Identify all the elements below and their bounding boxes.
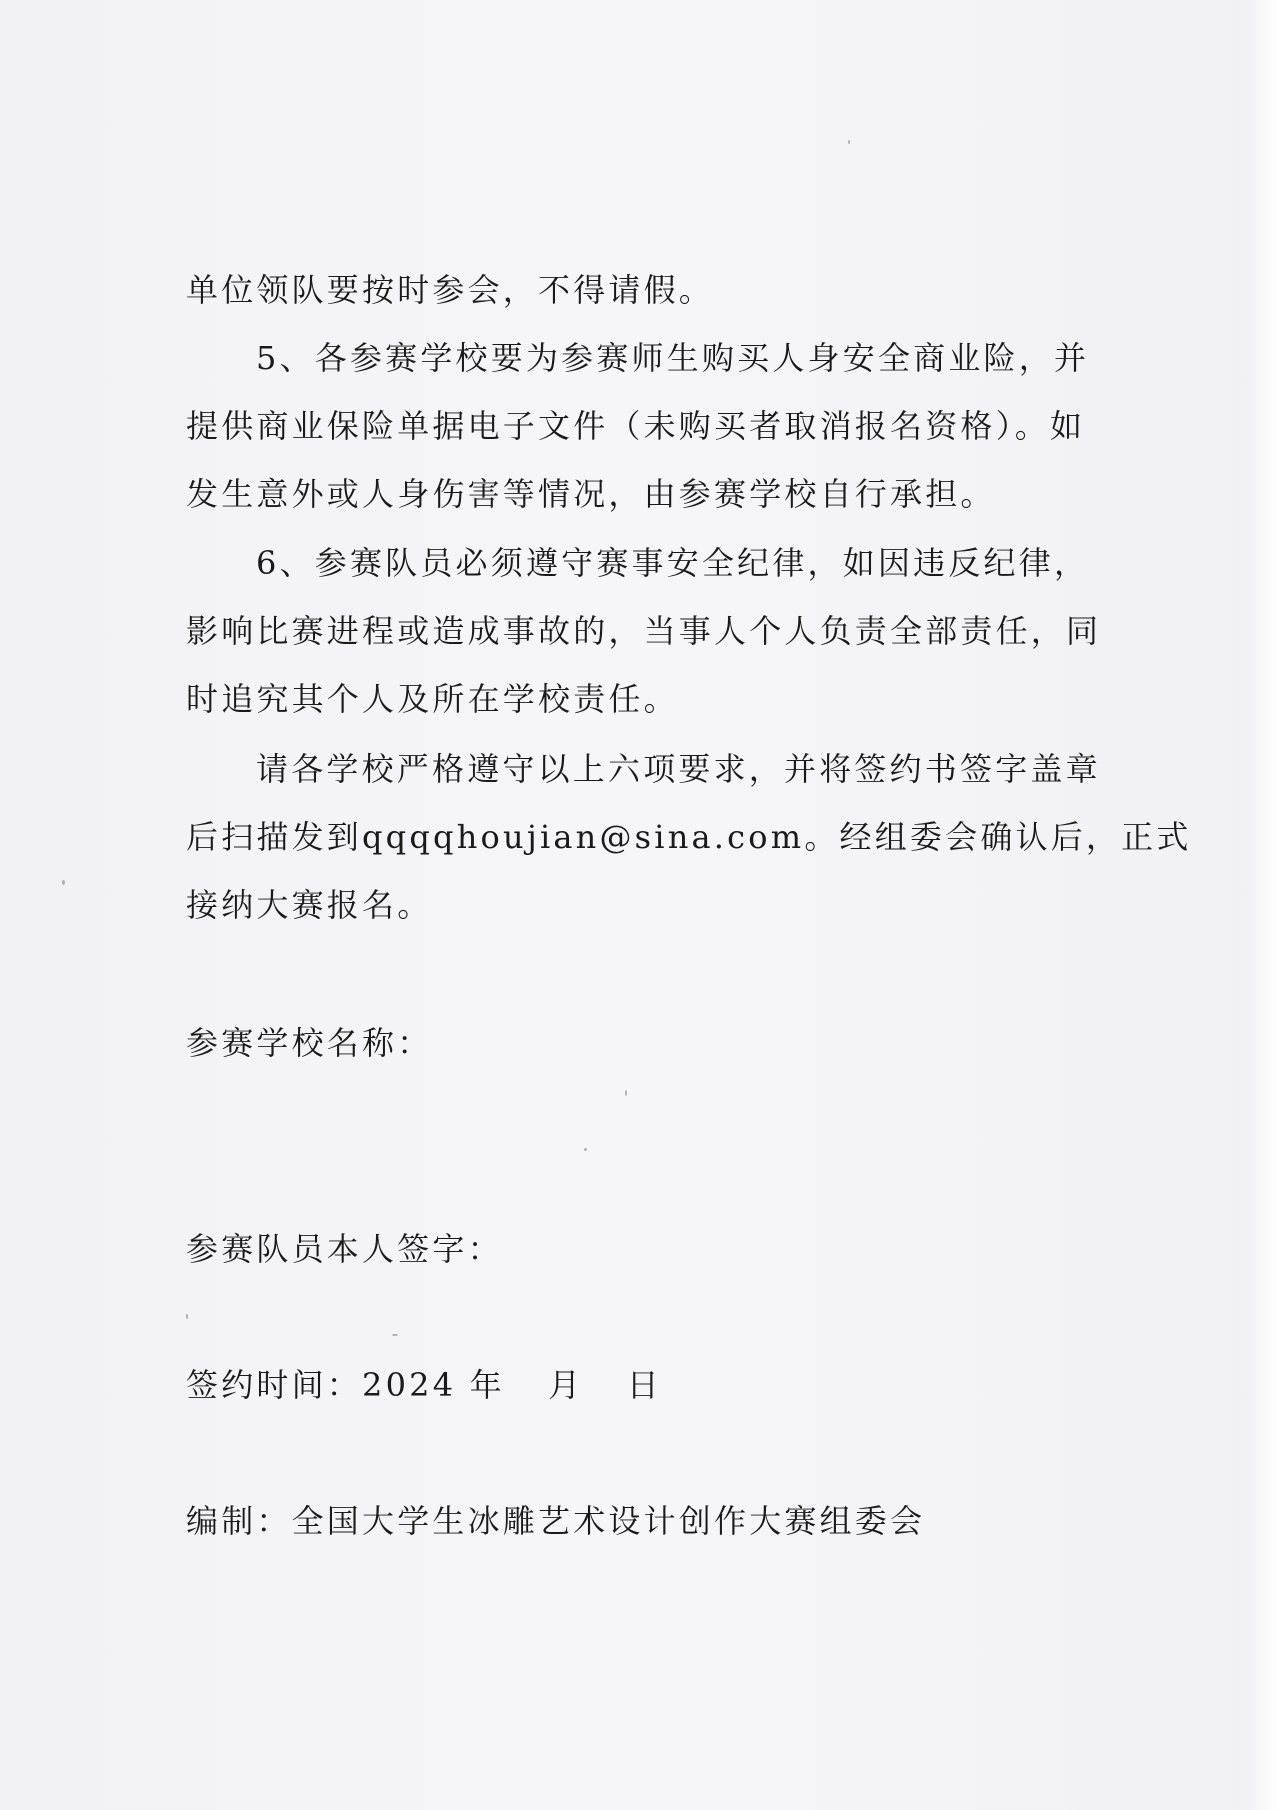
signature-field [186, 1215, 1098, 1283]
text-line: 接纳大赛报名。 [186, 886, 433, 924]
text-line: 时追究其个人及所在学校责任。 [186, 680, 679, 718]
paragraph-leader-attendance [186, 256, 1098, 324]
paragraph-item-5-insurance [186, 324, 1098, 528]
text-line: 后扫描发到qqqqhoujian@sina.com。经组委会确认后，正式 [186, 818, 1192, 856]
text-line: 请各学校严格遵守以上六项要求，并将签约书签字盖章 [256, 750, 1101, 788]
scan-edge [1246, 0, 1280, 1810]
signing-date-year: 2024 [362, 1366, 457, 1404]
text-line: 提供商业保险单据电子文件（未购买者取消报名资格）。如 [186, 407, 1086, 445]
year-unit: 年 [469, 1366, 505, 1404]
paragraph-submission-request [186, 735, 1192, 939]
text-line: 5、各参赛学校要为参赛师生购买人身安全商业险，并 [256, 339, 1090, 377]
school-name-label: 参赛学校名称： [186, 1024, 433, 1062]
signing-date-field [186, 1351, 1098, 1419]
scan-speck [625, 1090, 627, 1096]
scan-speck [62, 880, 65, 885]
scan-speck [848, 140, 850, 144]
text-line: 影响比赛进程或造成事故的，当事人个人负责全部责任，同 [186, 612, 1102, 650]
signing-date-label: 签约时间： [186, 1366, 363, 1404]
signing-date-line [186, 1351, 1098, 1419]
scan-speck [584, 1148, 587, 1151]
scan-speck [392, 1334, 398, 1336]
month-unit: 月 [548, 1366, 584, 1404]
signature-label: 参赛队员本人签字： [186, 1230, 503, 1268]
day-unit: 日 [626, 1366, 662, 1404]
school-name-field [186, 1009, 1098, 1077]
compiled-by-text: 编制：全国大学生冰雕艺术设计创作大赛组委会 [186, 1502, 926, 1540]
paragraph-item-6-discipline [186, 529, 1102, 733]
text-line: 单位领队要按时参会，不得请假。 [186, 271, 715, 309]
text-line: 6、参赛队员必须遵守赛事安全纪律，如因违反纪律， [256, 544, 1090, 582]
compiled-by [186, 1487, 1098, 1555]
scan-speck [186, 1314, 188, 1319]
text-line: 发生意外或人身伤害等情况，由参赛学校自行承担。 [186, 475, 996, 513]
